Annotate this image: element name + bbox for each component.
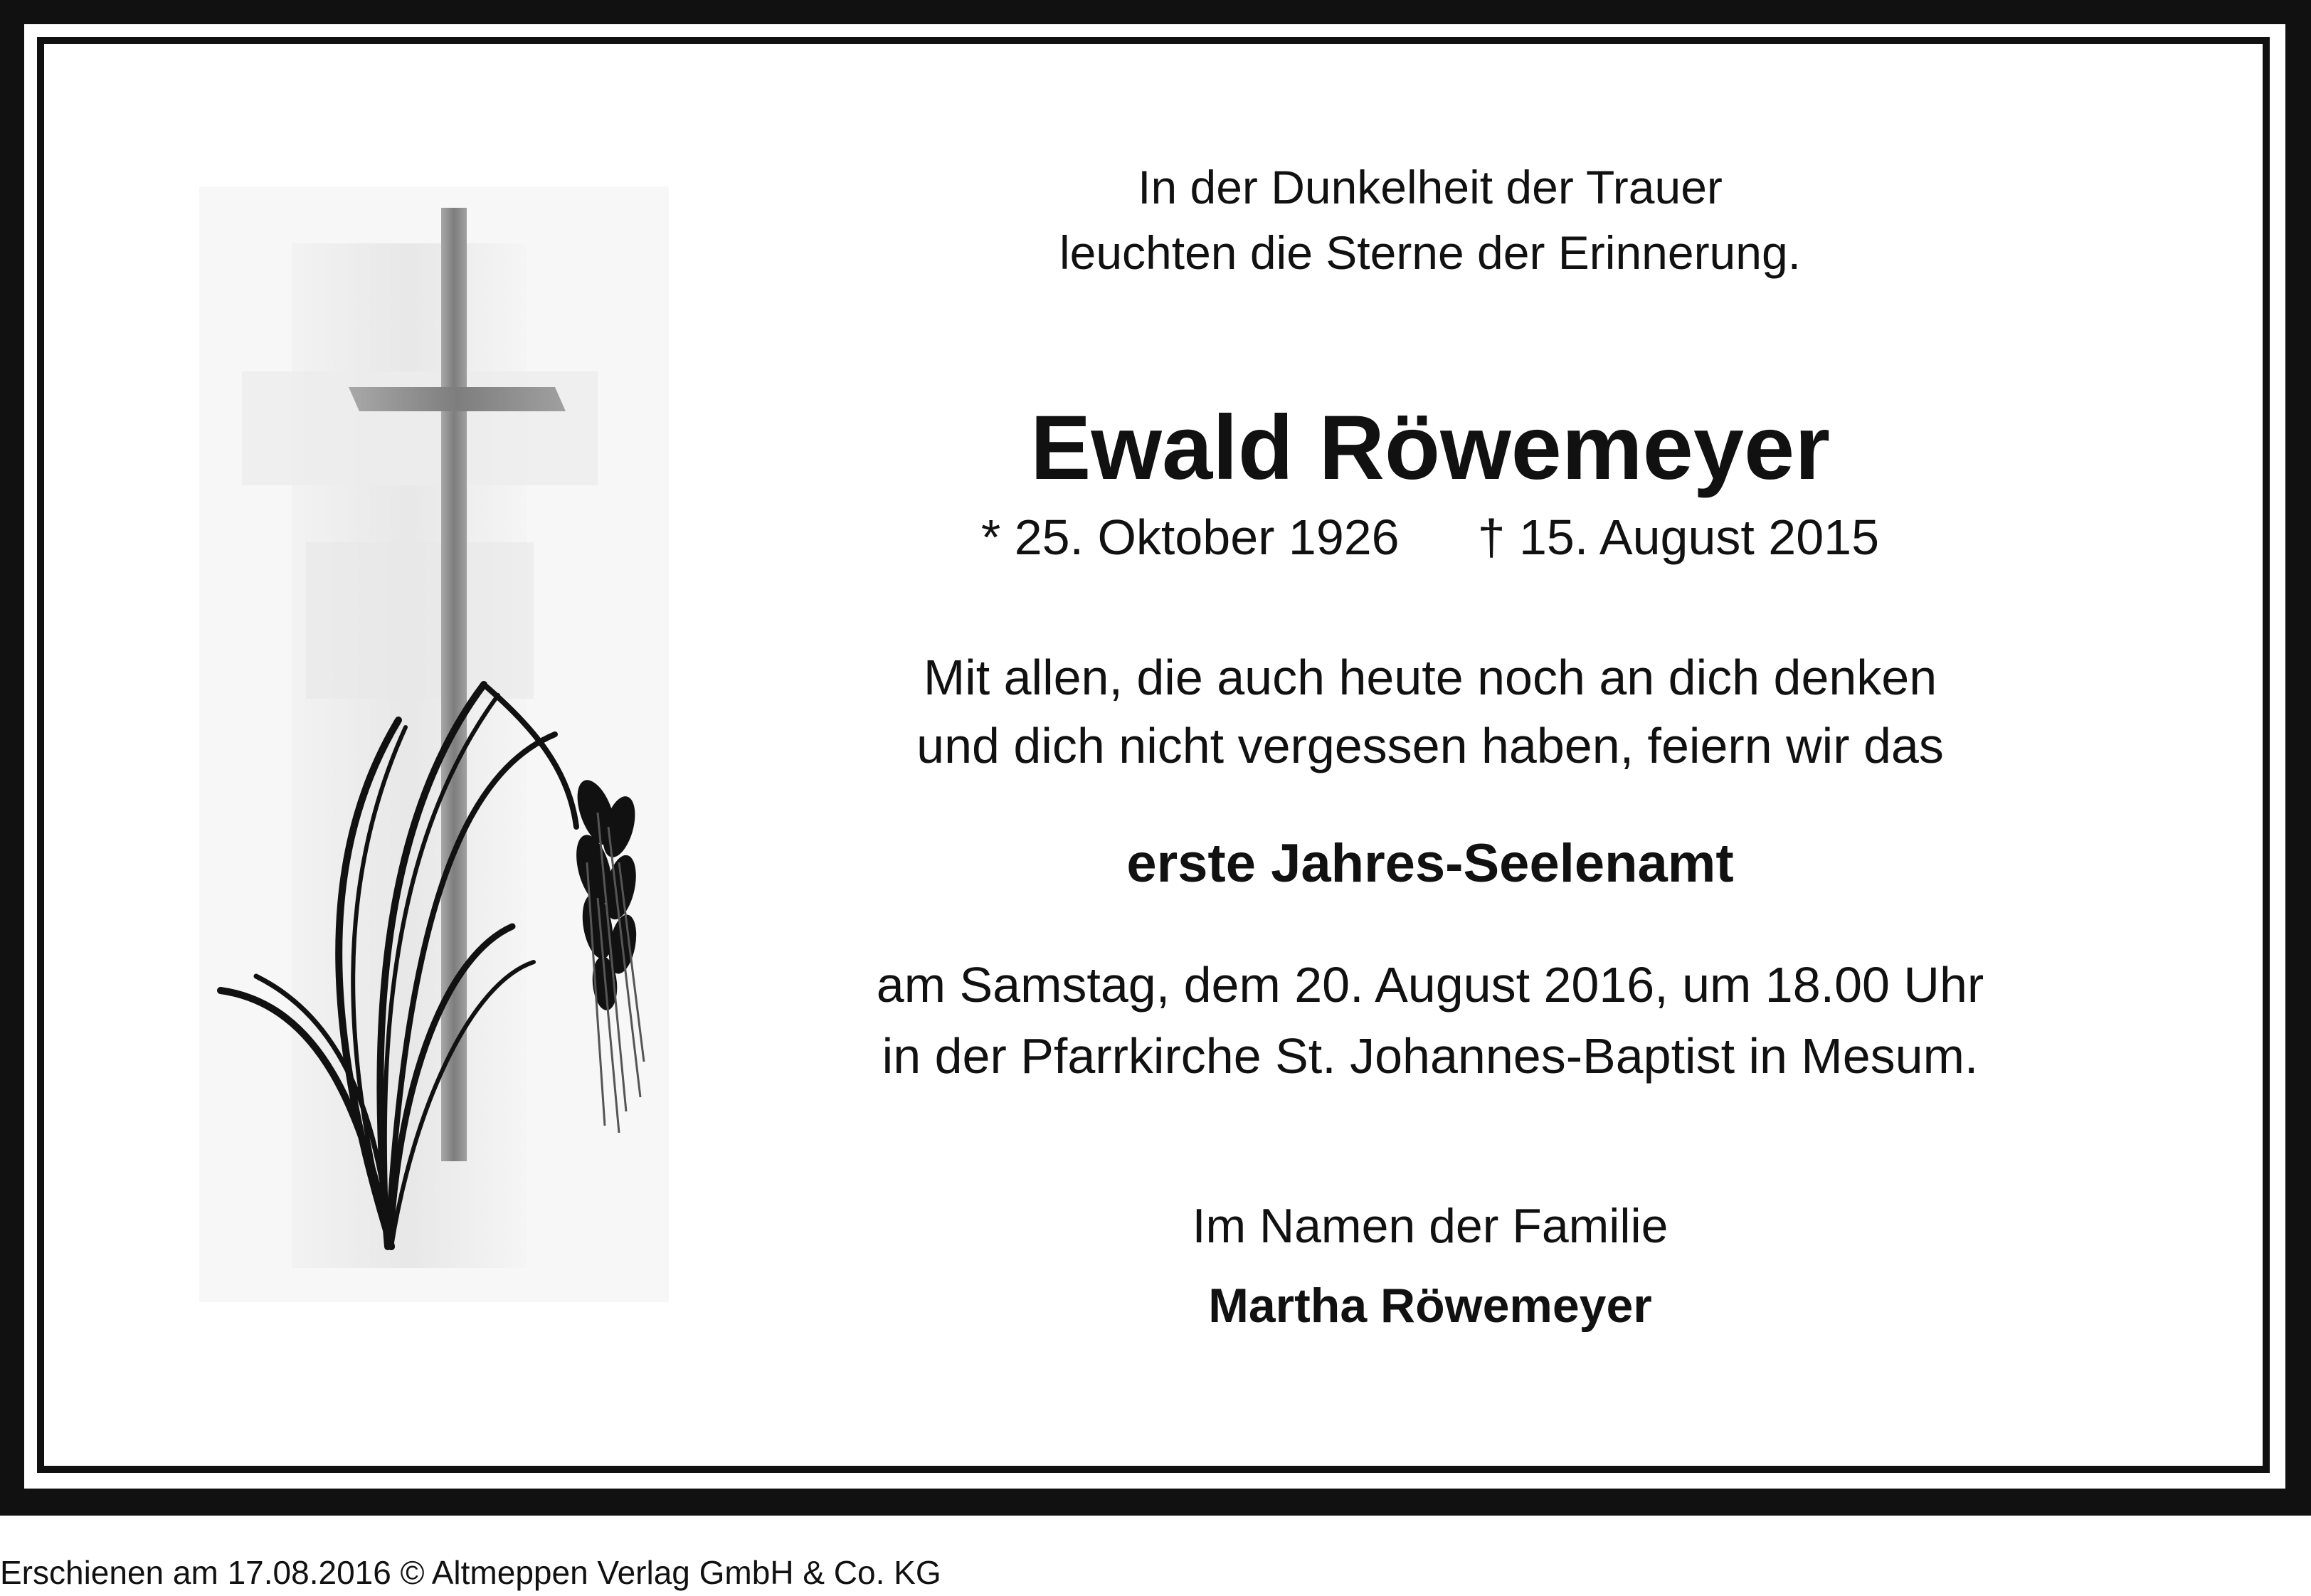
service-title: erste Jahres-Seelenamt [1126, 833, 1734, 894]
death-date: † 15. August 2015 [1477, 509, 1879, 565]
publication-footer: Erschienen am 17.08.2016 © Altmeppen Verlag GmbH & Co. KG [0, 1554, 941, 1591]
invitation-line-2: und dich nicht vergessen haben, feiern wir das [916, 718, 1944, 773]
deceased-name: Ewald Röwemeyer [1030, 397, 1830, 499]
birth-date: * 25. Oktober 1926 [981, 509, 1400, 565]
cross-with-wheat-icon [199, 186, 669, 1302]
obituary-text [754, 0, 2106, 1423]
motto-line-2: leuchten die Sterne der Erinnerung. [1059, 226, 1801, 279]
service-line-1: am Samstag, dem 20. August 2016, um 18.00 Uhr [876, 957, 1984, 1013]
signature-name: Martha Röwemeyer [1208, 1279, 1652, 1333]
motto-line-1: In der Dunkelheit der Trauer [1138, 161, 1723, 213]
signature-intro: Im Namen der Familie [1192, 1199, 1669, 1253]
cross-vertical-beam [441, 208, 467, 1161]
life-dates [754, 505, 2106, 569]
invitation-line-1: Mit allen, die auch heute noch an dich denken [923, 650, 1937, 705]
service-line-2: in der Pfarrkirche St. Johannes-Baptist in Mesum. [882, 1028, 1979, 1084]
cross-horizontal-beam [349, 387, 566, 411]
